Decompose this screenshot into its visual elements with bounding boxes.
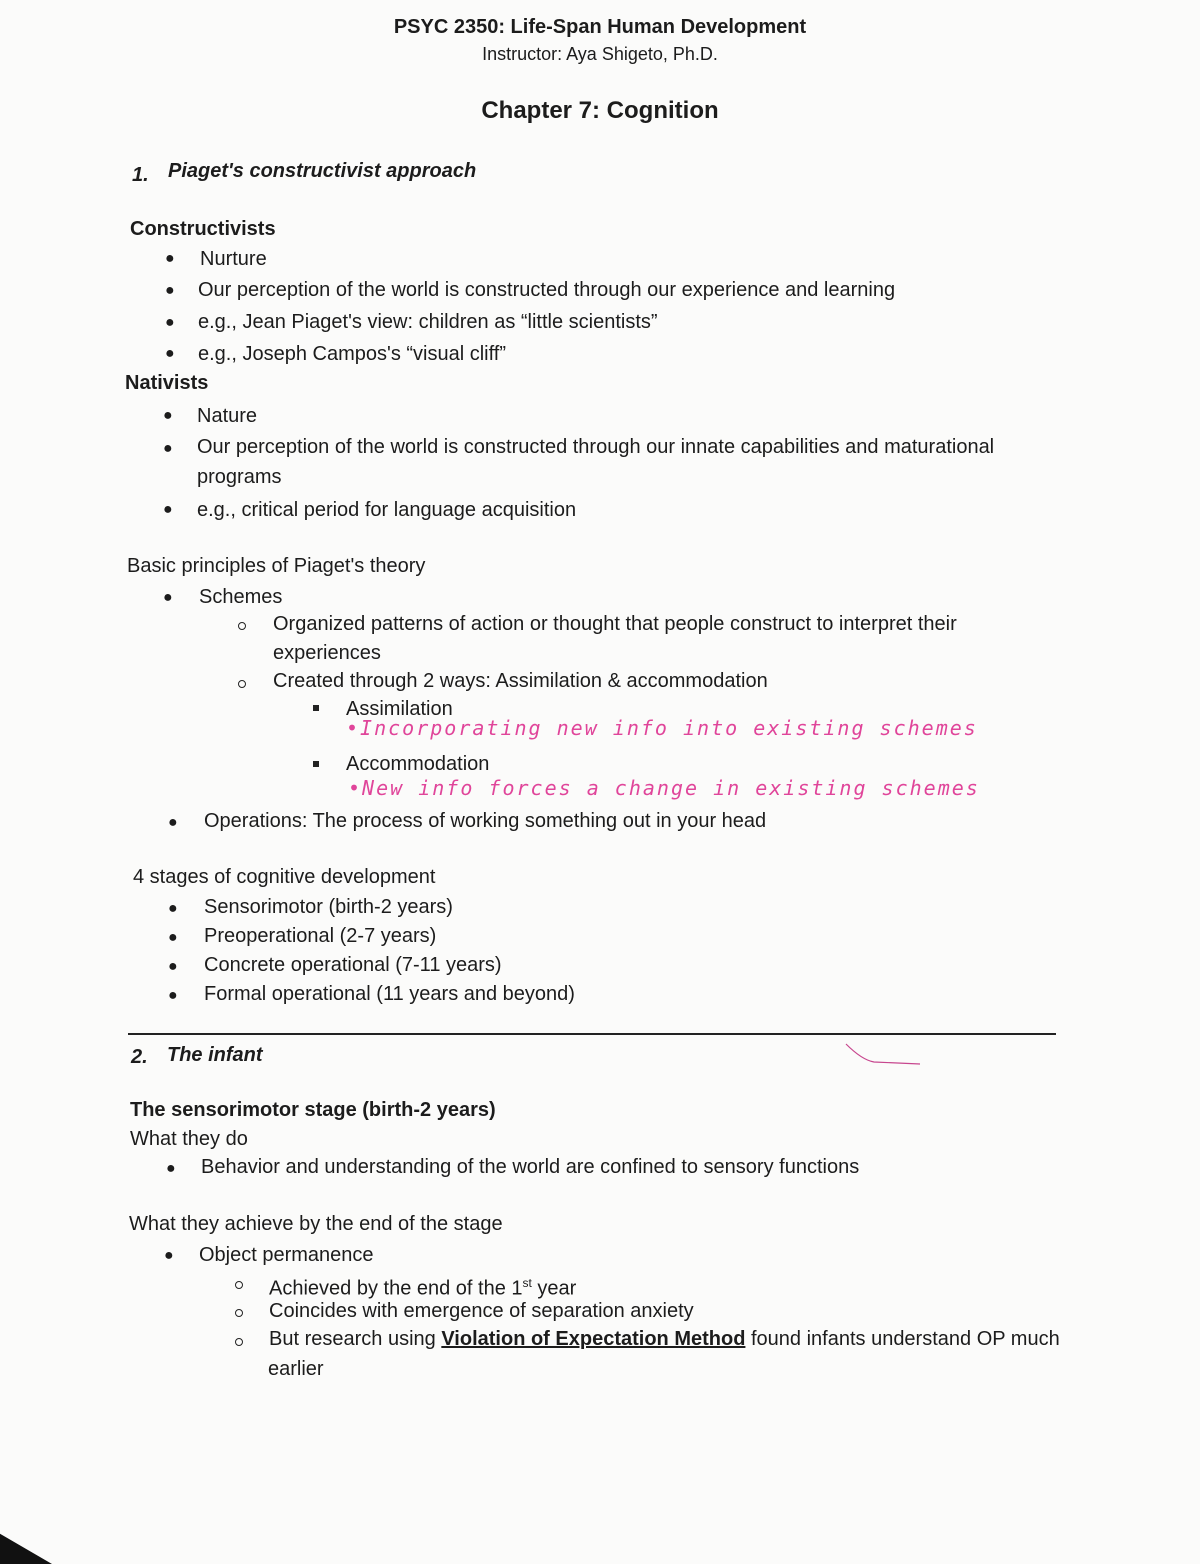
achieve-heading: What they achieve by the end of the stage	[129, 1213, 503, 1235]
circle-bullet-icon	[235, 1281, 243, 1289]
scan-shadow-icon	[0, 1524, 60, 1564]
list-item: Formal operational (11 years and beyond)	[204, 983, 575, 1005]
list-item: Nurture	[200, 248, 267, 270]
list-item-text: But research using	[269, 1328, 442, 1350]
bullet-icon: ●	[163, 407, 173, 424]
list-item: Our perception of the world is constructed through our innate capabilities and maturational	[197, 436, 995, 458]
principles-heading: Basic principles of Piaget's theory	[127, 555, 426, 577]
bullet-icon: ●	[163, 589, 173, 606]
bullet-icon: ●	[163, 440, 173, 457]
list-item: Concrete operational (7-11 years)	[204, 954, 502, 976]
list-item: Operations: The process of working something out in your head	[204, 810, 767, 832]
list-item	[269, 1324, 1060, 1354]
list-item: Created through 2 ways: Assimilation & accommodation	[273, 670, 768, 692]
bullet-icon: ●	[165, 282, 175, 299]
list-item: Accommodation	[346, 753, 490, 775]
course-title: PSYC 2350: Life-Span Human Development	[393, 16, 807, 38]
list-item: Schemes	[199, 586, 283, 608]
section-1-number: 1.	[132, 164, 149, 186]
violation-method-term: Violation of Expectation Method	[441, 1328, 746, 1350]
list-item: Organized patterns of action or thought that people construct to interpret their	[273, 613, 957, 635]
nativists-heading: Nativists	[125, 372, 209, 394]
bullet-icon: ●	[165, 345, 175, 362]
bullet-icon: ●	[168, 900, 178, 917]
instructor-line: Instructor: Aya Shigeto, Ph.D.	[482, 44, 718, 64]
circle-bullet-icon	[238, 680, 246, 688]
superscript: st	[522, 1276, 532, 1290]
list-item-text: found infants understand OP much	[745, 1328, 1060, 1350]
square-bullet-icon	[313, 761, 319, 767]
handwritten-note: •Incorporating new info into existing schemes	[346, 716, 978, 740]
pen-mark-icon	[844, 1040, 924, 1070]
circle-bullet-icon	[235, 1338, 243, 1346]
section-2-title: The infant	[167, 1044, 263, 1066]
section-1-title: Piaget's constructivist approach	[168, 160, 477, 182]
list-item: Coincides with emergence of separation anxiety	[269, 1300, 694, 1322]
list-item-text: year	[531, 1277, 577, 1300]
stages-heading: 4 stages of cognitive development	[133, 866, 436, 888]
handwritten-note: •New info forces a change in existing schemes	[348, 776, 980, 800]
bullet-icon: ●	[168, 958, 178, 975]
list-item-continued: experiences	[273, 642, 381, 664]
bullet-icon: ●	[165, 314, 175, 331]
circle-bullet-icon	[238, 622, 246, 630]
bullet-icon: ●	[168, 814, 178, 831]
list-item: e.g., Joseph Campos's “visual cliff”	[198, 343, 507, 365]
list-item: Object permanence	[199, 1244, 374, 1266]
section-2-number: 2.	[131, 1046, 148, 1068]
list-item: Behavior and understanding of the world are confined to sensory functions	[201, 1156, 860, 1178]
bullet-icon: ●	[165, 250, 175, 267]
bullet-icon: ●	[168, 987, 178, 1004]
list-item-continued: programs	[197, 466, 282, 488]
list-item: Our perception of the world is constructed through our experience and learning	[198, 279, 896, 301]
constructivists-heading: Constructivists	[130, 218, 276, 240]
bullet-icon: ●	[163, 501, 173, 518]
list-item: Assimilation	[346, 698, 453, 720]
bullet-icon: ●	[166, 1160, 176, 1177]
list-item-continued: earlier	[268, 1358, 324, 1380]
list-item: Preoperational (2-7 years)	[204, 925, 437, 947]
list-item: Sensorimotor (birth-2 years)	[204, 896, 453, 918]
circle-bullet-icon	[235, 1309, 243, 1317]
what-they-do-heading: What they do	[130, 1128, 248, 1150]
bullet-icon: ●	[168, 929, 178, 946]
bullet-icon: ●	[164, 1247, 174, 1264]
square-bullet-icon	[313, 705, 319, 711]
chapter-title: Chapter 7: Cognition	[481, 97, 719, 124]
list-item: e.g., Jean Piaget's view: children as “little scientists”	[198, 311, 658, 333]
divider	[128, 1033, 1056, 1035]
list-item-text: Achieved by the end of the 1	[269, 1277, 523, 1300]
sensorimotor-heading: The sensorimotor stage (birth-2 years)	[130, 1099, 496, 1121]
list-item: Nature	[197, 405, 258, 427]
list-item: e.g., critical period for language acquisition	[197, 499, 577, 521]
